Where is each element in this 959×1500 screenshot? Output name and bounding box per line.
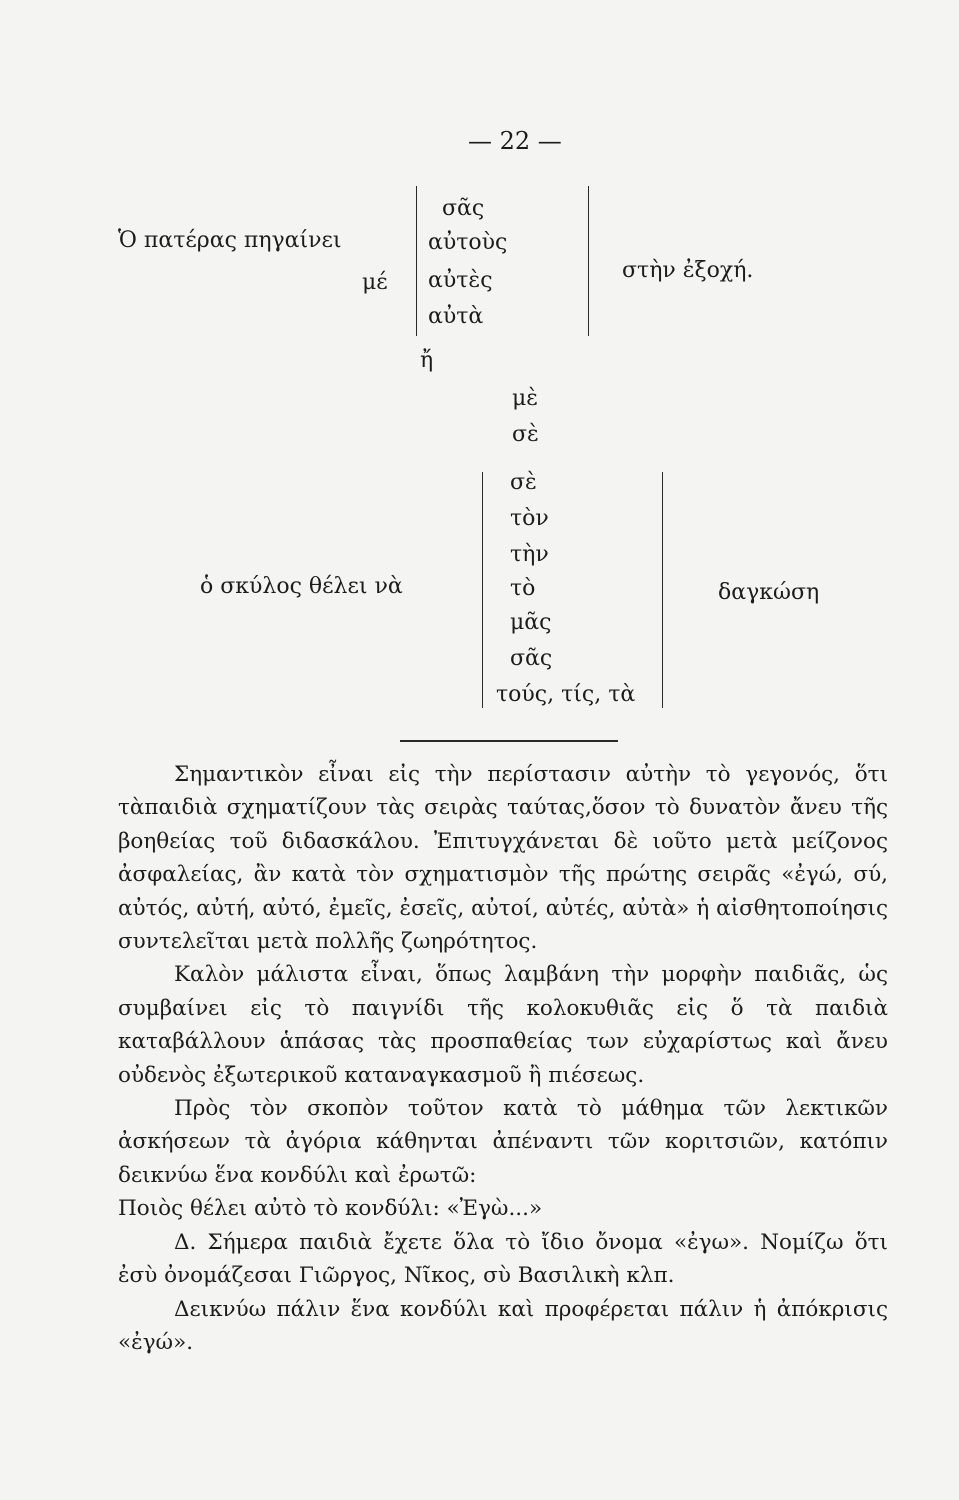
table2-right-brace (662, 472, 663, 708)
table2-pronoun: σὲ (510, 470, 537, 495)
table2-subject: ὁ σκύλος θέλει νὰ (200, 574, 403, 599)
table1-object: στὴν ἐξοχή. (622, 258, 754, 283)
alternative-se: σὲ (512, 422, 539, 447)
table1-pronoun: αὐτοὺς (428, 230, 508, 255)
table2-pronoun: σᾶς (510, 646, 553, 671)
paragraph: Δ. Σήμερα παιδιὰ ἔχετε ὅλα τὸ ἴδιο ὄνομα «ἐγω». Νομίζω ὅτι ἐσὺ ὀνομάζεσαι Γιῶργος, Νῖκος, σὺ Βασιλικὴ κλπ. (118, 1229, 888, 1289)
table2-pronoun: τὸν (510, 506, 549, 531)
paragraph: Δεικνύω πάλιν ἕνα κονδύλι καὶ προφέρεται πάλιν ἡ ἀπόκρισις «ἐγώ». (118, 1296, 888, 1355)
table1-preposition: μέ (362, 270, 388, 295)
table1-pronoun: σᾶς (442, 196, 485, 221)
alternative-or: ἤ (420, 348, 434, 373)
paragraph: Καλὸν μάλιστα εἶναι, ὅπως λαμβάνη τὴν μορφὴν παιδιᾶς, ὡς συμβαίνει εἰς τὸ παιγνίδι τῆς κολοκυθιᾶς εἰς ὅ τὰ παιδιὰ καταβάλλουν ἁπάσας τὰς προσπαθείας των εὐχαρίστως καὶ ἄνευ οὐδενὸς ἐξωτερικοῦ καταναγκασμοῦ ἢ πιέσεως. (118, 962, 888, 1088)
table2-pronoun: τὸ (510, 576, 536, 601)
table2-pronoun: τὴν (510, 542, 549, 567)
table2-left-brace (482, 472, 483, 708)
table2-verb: δαγκώση (718, 580, 820, 605)
table1-subject: Ὁ πατέρας πηγαίνει (118, 228, 342, 253)
body-text (118, 758, 888, 1359)
alternative-me: μὲ (512, 386, 539, 411)
table2-pronoun: τούς, τίς, τὰ (496, 682, 636, 707)
paragraph: Σημαντικὸν εἶναι εἰς τὴν περίστασιν αὐτὴν τὸ γεγονός, ὅτι τὰπαιδιὰ σχηματίζουν τὰς σειρὰς ταύτας,ὅσον τὸ δυνατὸν ἄνευ τῆς βοηθείας τοῦ διδασκάλου. Ἐπιτυγχάνεται δὲ ιοῦτο μετὰ μείζονος ἀσφαλείας, ἂν κατὰ τὸν σχηματισμὸν τῆς πρώτης σειρᾶς «ἐγώ, σύ, αὐτός, αὐτή, αὐτό, ἐμεῖς, ἐσεῖς, αὐτοί, αὐτές, αὐτὰ» ἡ αἰσθητοποίησις συντελεῖται μετὰ πολλῆς ζωηρότητος. (118, 762, 888, 955)
table2-pronoun: μᾶς (510, 610, 552, 635)
table1-left-brace (416, 186, 417, 336)
paragraph: Ποιὸς θέλει αὐτὸ τὸ κονδύλι: «Ἐγὼ...» (118, 1196, 543, 1222)
paragraph: Πρὸς τὸν σκοπὸν τοῦτον κατὰ τὸ μάθημα τῶν λεκτικῶν ἀσκήσεων τὰ ἀγόρια κάθηνται ἀπέναντι τῶν κοριτσιῶν, κατόπιν δεικνύω ἕνα κονδύλι καὶ ἐρωτῶ: (118, 1096, 888, 1188)
table1-pronoun: αὐτὲς (428, 268, 493, 293)
separator-rule (400, 740, 618, 742)
page-number: — 22 — (468, 127, 562, 155)
table1-right-brace (588, 186, 589, 336)
table1-pronoun: αὐτὰ (428, 304, 484, 329)
